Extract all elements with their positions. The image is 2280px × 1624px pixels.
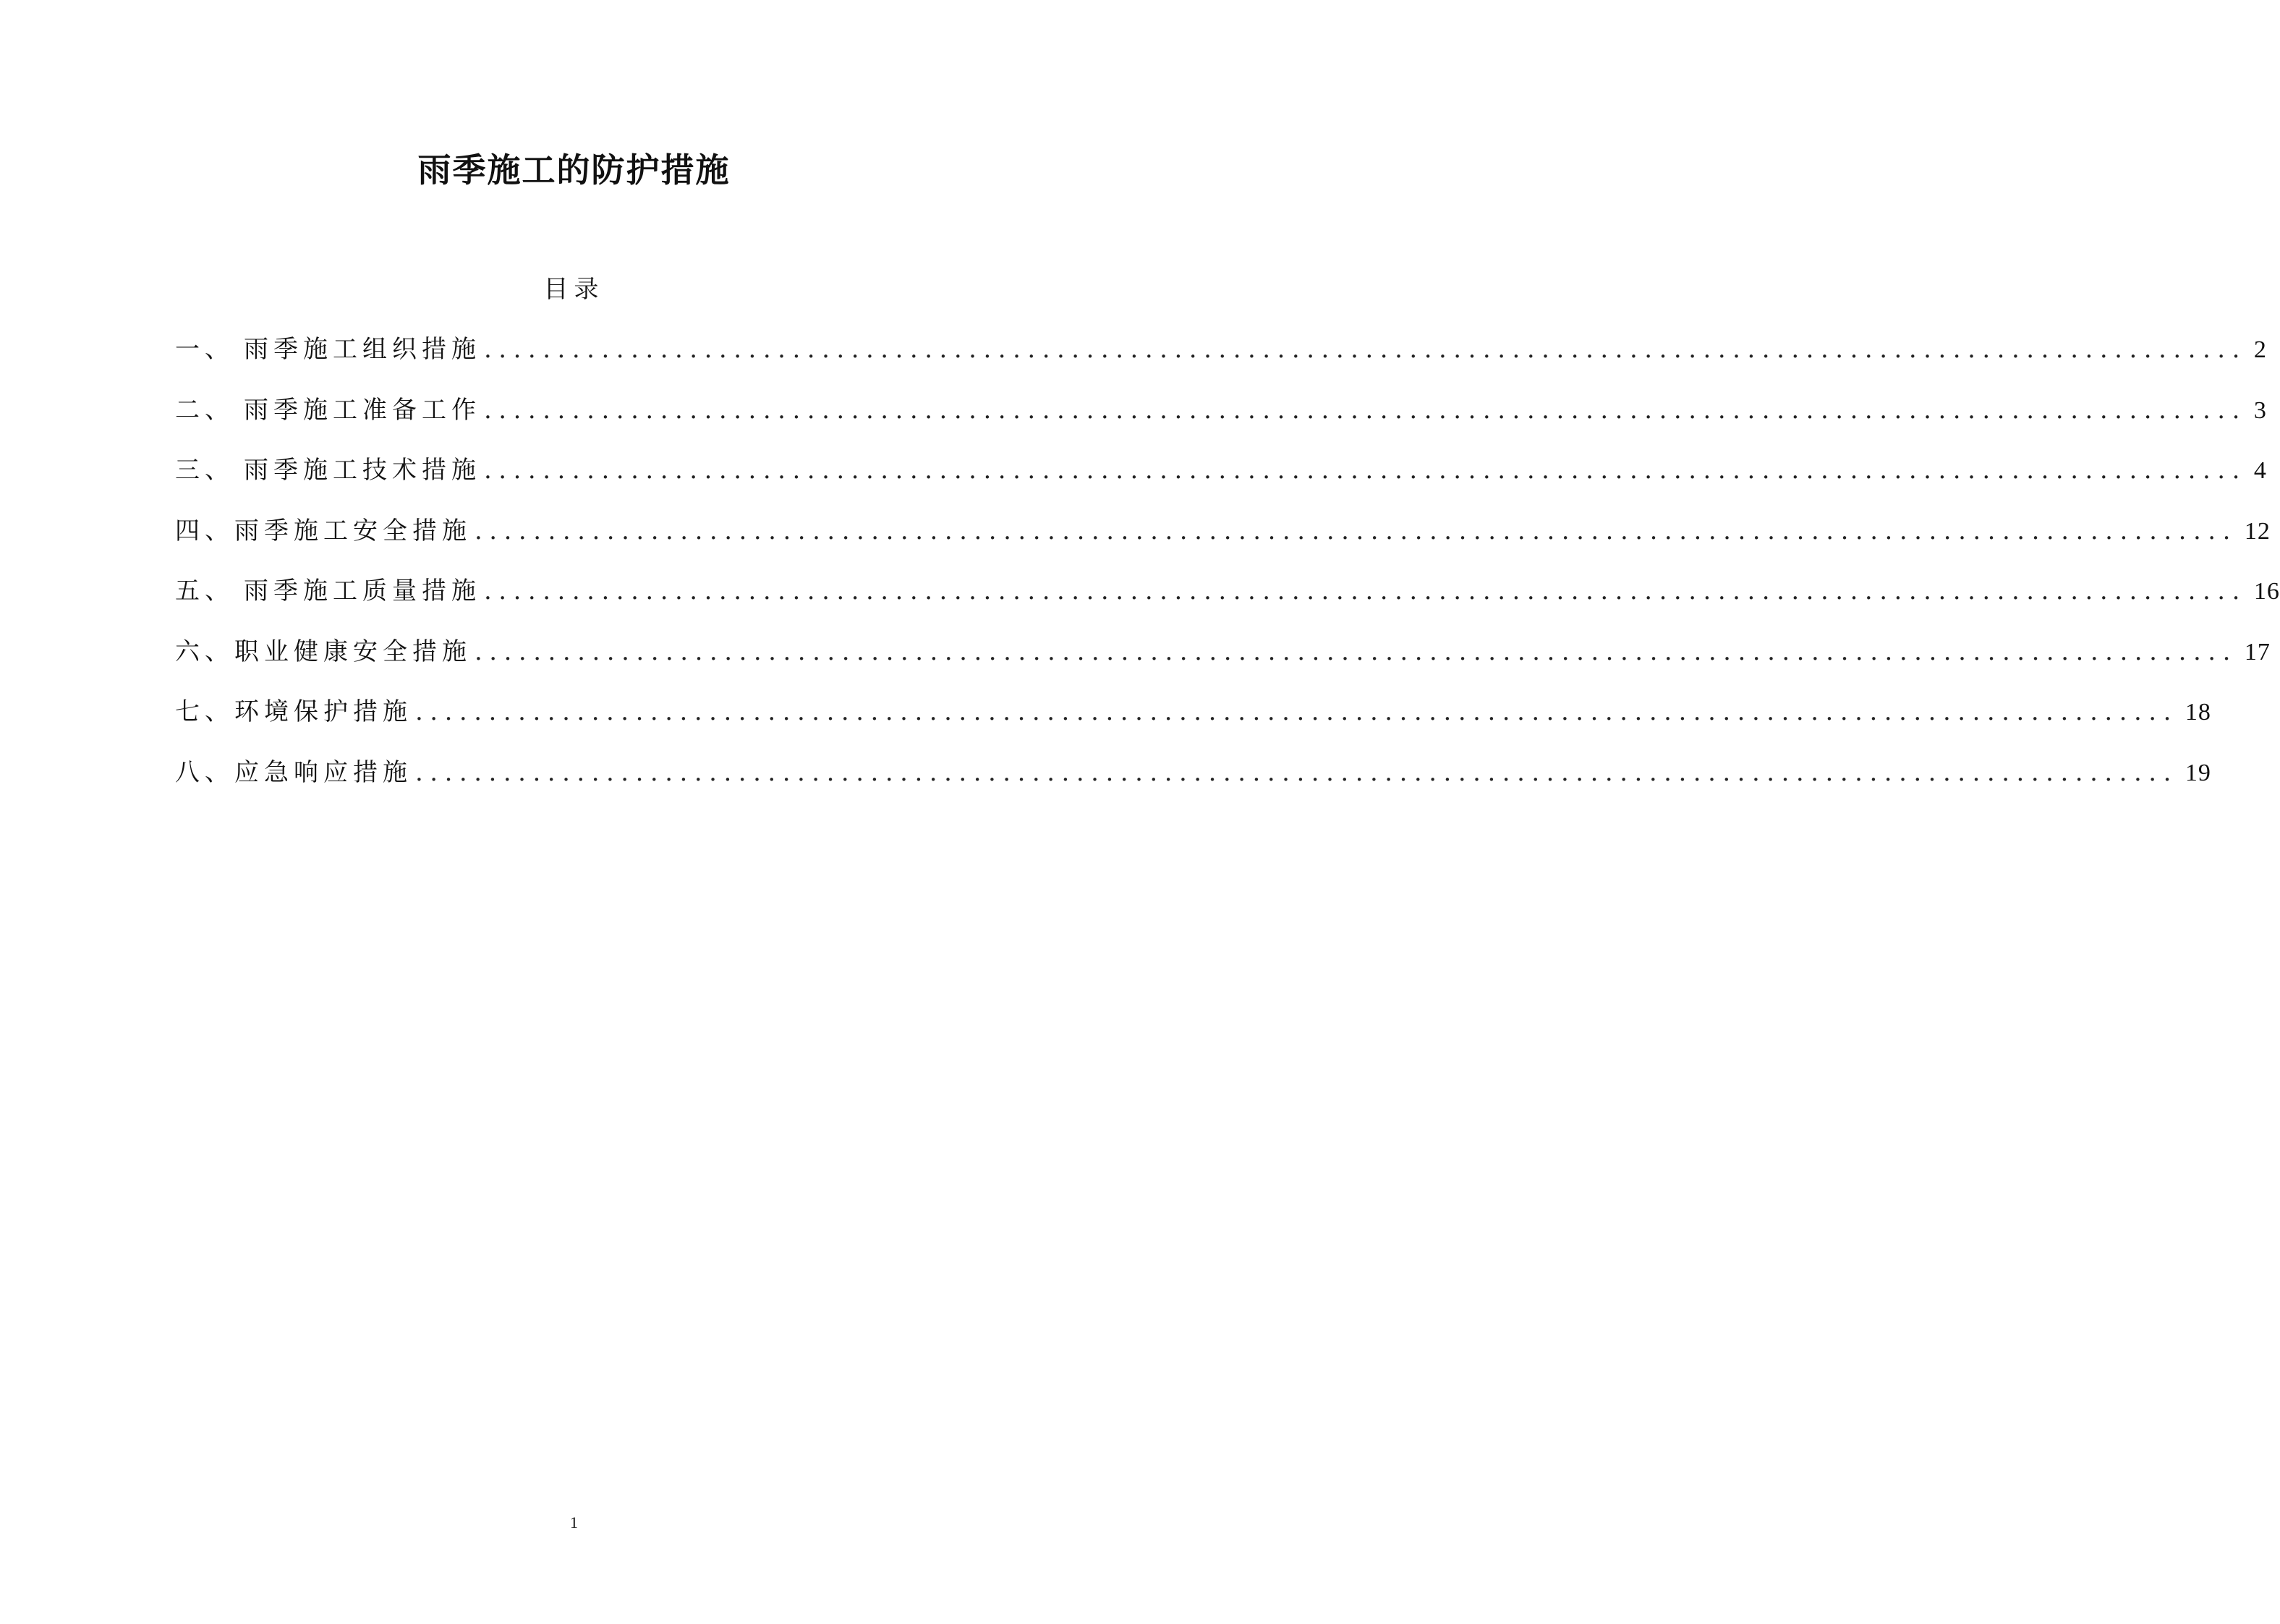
toc-entry-title: 应急响应措施 <box>234 757 412 787</box>
toc-dot-leader: ........................................................................................................................ <box>415 757 2178 787</box>
toc-entry-page: 19 <box>2185 759 2211 786</box>
toc-entry-page: 3 <box>2253 396 2267 424</box>
toc-dot-leader: ........................................................................................................................ <box>484 456 2247 485</box>
toc-entry-number: 四、 <box>175 516 234 545</box>
toc-entry-number: 七、 <box>175 697 234 726</box>
toc-entry-page: 2 <box>2253 336 2267 363</box>
toc-heading: 目录 <box>543 275 605 304</box>
toc-entry-title: 雨季施工安全措施 <box>234 516 472 545</box>
toc-entry-number: 三、 <box>175 456 234 485</box>
toc-dot-leader: ........................................................................................................................ <box>484 395 2247 425</box>
toc-entry-page: 16 <box>2253 578 2280 605</box>
toc-entry-title: 雨季施工质量措施 <box>244 577 481 605</box>
toc-entry[interactable] <box>175 329 2267 390</box>
toc-entry-page: 17 <box>2244 638 2271 666</box>
toc-entry[interactable] <box>175 450 2267 511</box>
toc-entry[interactable] <box>175 511 2271 571</box>
toc-entry-number: 一、 <box>175 335 234 364</box>
toc-entry-title: 环境保护措施 <box>234 697 412 726</box>
toc-entry-number: 六、 <box>175 637 234 666</box>
toc-dot-leader: ........................................................................................................................ <box>484 335 2247 364</box>
toc-entry-title: 雨季施工技术措施 <box>244 456 481 485</box>
toc-entry-title: 雨季施工准备工作 <box>244 395 481 425</box>
toc-dot-leader: ........................................................................................................................ <box>415 697 2178 726</box>
toc-dot-leader: ........................................................................................................................ <box>475 637 2237 666</box>
toc-entry-number: 八、 <box>175 757 234 787</box>
toc-entry[interactable] <box>175 571 2280 632</box>
toc-dot-leader: ........................................................................................................................ <box>484 577 2247 605</box>
document-title: 雨季施工的防护措施 <box>417 150 731 190</box>
toc-dot-leader: ........................................................................................................................ <box>475 516 2237 545</box>
toc-entry-title: 职业健康安全措施 <box>234 637 472 666</box>
toc-entry[interactable] <box>175 752 2211 813</box>
toc-entry-number: 二、 <box>175 395 234 425</box>
toc-entry-page: 18 <box>2185 699 2211 726</box>
toc-entry-page: 4 <box>2253 457 2267 484</box>
toc-entry-title: 雨季施工组织措施 <box>244 335 481 364</box>
toc-entry[interactable] <box>175 692 2211 752</box>
page-number: 1 <box>570 1513 578 1531</box>
table-of-contents <box>175 329 2280 812</box>
toc-entry-number: 五、 <box>175 577 234 605</box>
toc-entry[interactable] <box>175 390 2267 451</box>
toc-entry[interactable] <box>175 632 2271 692</box>
toc-entry-page: 12 <box>2244 517 2271 545</box>
